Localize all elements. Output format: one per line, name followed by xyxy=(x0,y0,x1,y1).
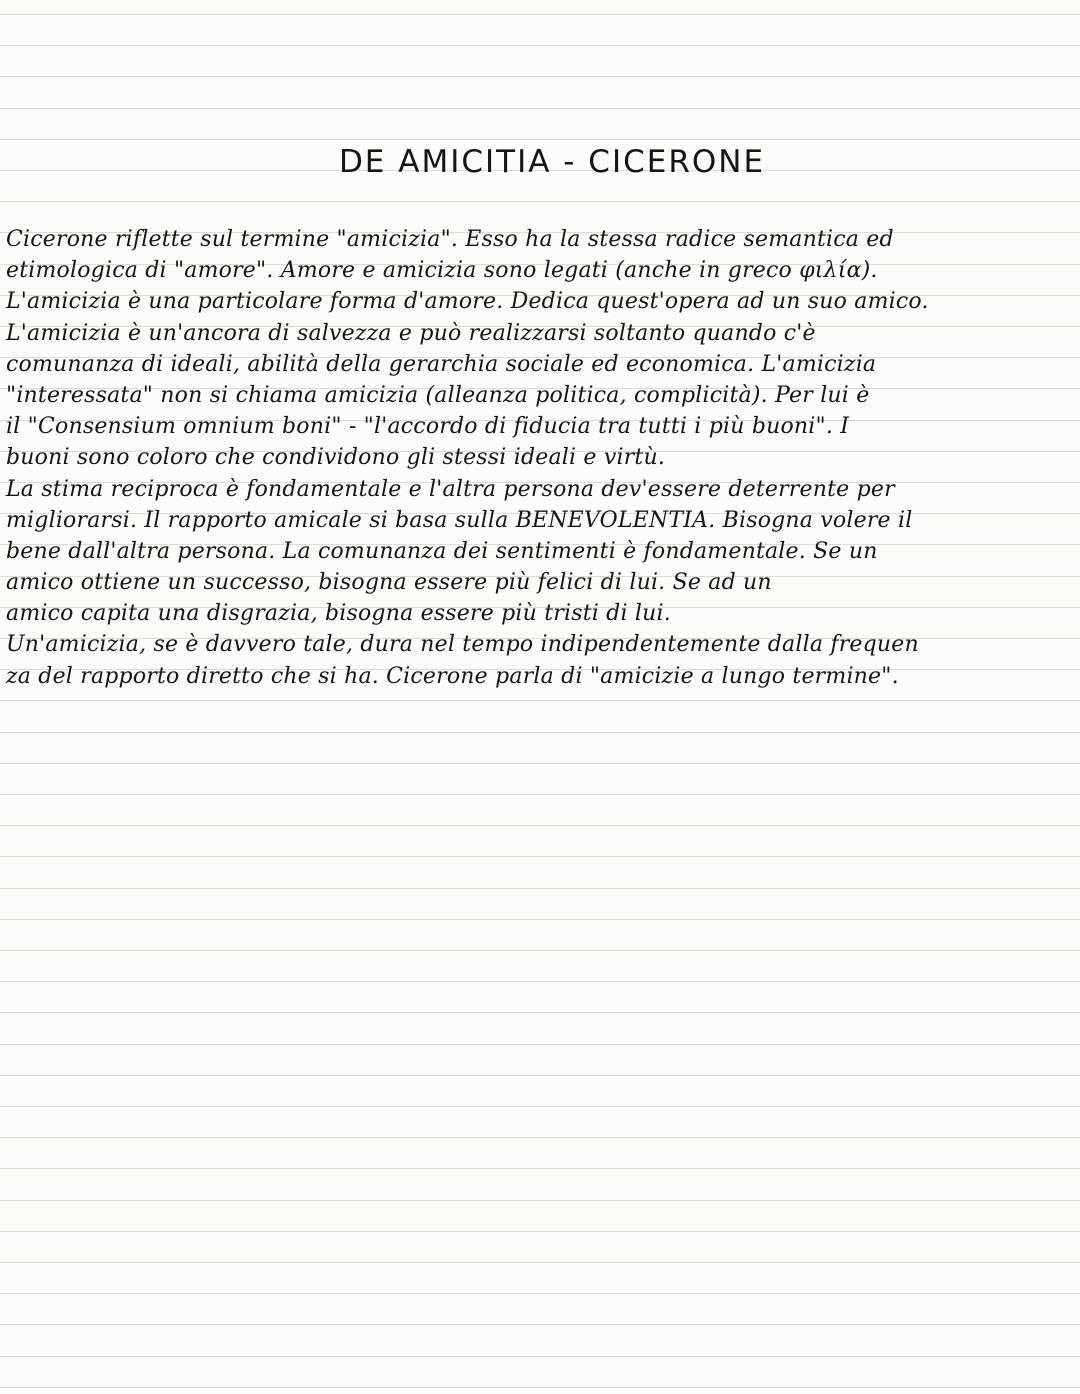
ruled-line xyxy=(0,14,1080,15)
page-title: DE AMICITIA - CICERONE xyxy=(338,144,766,180)
text-line: buoni sono coloro che condividono gli stessi ideali e virtù. xyxy=(6,445,666,471)
ruled-line xyxy=(0,1324,1080,1325)
text-line: comunanza di ideali, abilità della gerarchia sociale ed economica. L'amicizia xyxy=(6,351,877,377)
ruled-line xyxy=(0,888,1080,889)
ruled-line xyxy=(0,1012,1080,1013)
ruled-line xyxy=(0,950,1080,951)
handwritten-text xyxy=(6,224,1070,692)
text-line: L'amicizia è una particolare forma d'amore. Dedica quest'opera ad un suo amico. xyxy=(6,289,929,315)
ruled-line xyxy=(0,1387,1080,1388)
ruled-line xyxy=(0,981,1080,982)
text-line: Un'amicizia, se è davvero tale, dura nel tempo indipendentemente dalla frequen xyxy=(6,632,919,658)
ruled-line xyxy=(0,1293,1080,1294)
ruled-line xyxy=(0,1262,1080,1263)
text-line: Cicerone riflette sul termine "amicizia". Esso ha la stessa radice semantica ed xyxy=(6,227,894,252)
ruled-line xyxy=(0,732,1080,733)
text-line: L'amicizia è un'ancora di salvezza e può realizzarsi soltanto quando c'è xyxy=(6,320,816,346)
ruled-line xyxy=(0,201,1080,202)
ruled-line xyxy=(0,1200,1080,1201)
ruled-line xyxy=(0,1168,1080,1169)
text-line: La stima reciproca è fondamentale e l'altra persona dev'essere deterrente per xyxy=(6,476,895,502)
ruled-line xyxy=(0,76,1080,77)
ruled-line xyxy=(0,139,1080,140)
ruled-line xyxy=(0,856,1080,857)
ruled-line xyxy=(0,700,1080,701)
text-line: etimologica di "amore". Amore e amicizia sono legati (anche in greco φιλία). xyxy=(6,258,878,284)
ruled-line xyxy=(0,1231,1080,1232)
text-line: il "Consensium omnium boni" - "l'accordo di fiducia tra tutti i più buoni". I xyxy=(6,414,850,440)
ruled-line xyxy=(0,108,1080,109)
text-line: bene dall'altra persona. La comunanza dei sentimenti è fondamentale. Se un xyxy=(6,538,878,564)
text-line: "interessata" non si chiama amicizia (alleanza politica, complicità). Per lui è xyxy=(6,382,870,408)
ruled-line xyxy=(0,763,1080,764)
ruled-line xyxy=(0,794,1080,795)
ruled-line xyxy=(0,1044,1080,1045)
ruled-line xyxy=(0,1106,1080,1107)
text-line: za del rapporto diretto che si ha. Cicerone parla di "amicizie a lungo termine". xyxy=(6,663,899,689)
ruled-line xyxy=(0,45,1080,46)
text-line: migliorarsi. Il rapporto amicale si basa sulla BENEVOLENTIA. Bisogna volere il xyxy=(6,507,913,533)
ruled-line xyxy=(0,1356,1080,1357)
ruled-line xyxy=(0,1075,1080,1076)
ruled-line xyxy=(0,1137,1080,1138)
ruled-line xyxy=(0,919,1080,920)
text-line: amico ottiene un successo, bisogna essere più felici di lui. Se ad un xyxy=(6,570,772,596)
text-line: amico capita una disgrazia, bisogna essere più tristi di lui. xyxy=(6,601,671,627)
ruled-line xyxy=(0,825,1080,826)
